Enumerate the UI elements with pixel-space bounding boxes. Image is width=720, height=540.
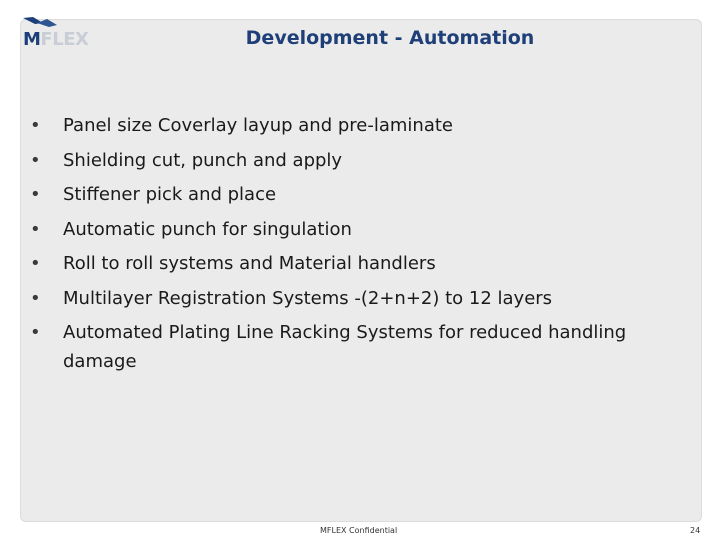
bullet-text: Stiffener pick and place <box>63 184 277 205</box>
bullet-icon: • <box>30 287 41 309</box>
bullet-list <box>30 111 690 382</box>
bullet-item <box>30 284 690 313</box>
logo-text-flex: FLEX <box>40 29 89 50</box>
bullet-text: Shielding cut, punch and apply <box>63 149 343 171</box>
bullet-item <box>30 146 690 175</box>
bullet-item <box>30 111 690 140</box>
bullet-icon: • <box>30 253 41 274</box>
bullet-text: Automated Plating Line Racking Systems for reduced handling damage <box>63 322 627 372</box>
bullet-icon: • <box>30 322 41 343</box>
bullet-text: Automatic punch for singulation <box>63 218 352 240</box>
bullet-text: Roll to roll systems and Material handlers <box>63 253 436 274</box>
bullet-icon: • <box>30 184 41 205</box>
slide-title: Development - Automation <box>245 27 535 49</box>
bullet-text: Panel size Coverlay layup and pre-laminate <box>63 115 453 136</box>
bullet-icon: • <box>30 218 41 240</box>
bullet-item <box>30 215 690 244</box>
mflex-logo <box>21 15 101 53</box>
footer-confidential-label: MFLEX Confidential <box>320 526 398 535</box>
bullet-item <box>30 180 690 209</box>
bullet-icon: • <box>30 149 41 171</box>
bullet-item <box>30 318 690 376</box>
bullet-text: Multilayer Registration Systems -(2+n+2) to 12 layers <box>63 287 553 309</box>
bullet-item <box>30 249 690 278</box>
bullet-icon: • <box>30 115 41 136</box>
logo-text-m: M <box>23 29 41 50</box>
page-number: 24 <box>690 526 701 535</box>
logo-wordmark <box>23 28 88 52</box>
